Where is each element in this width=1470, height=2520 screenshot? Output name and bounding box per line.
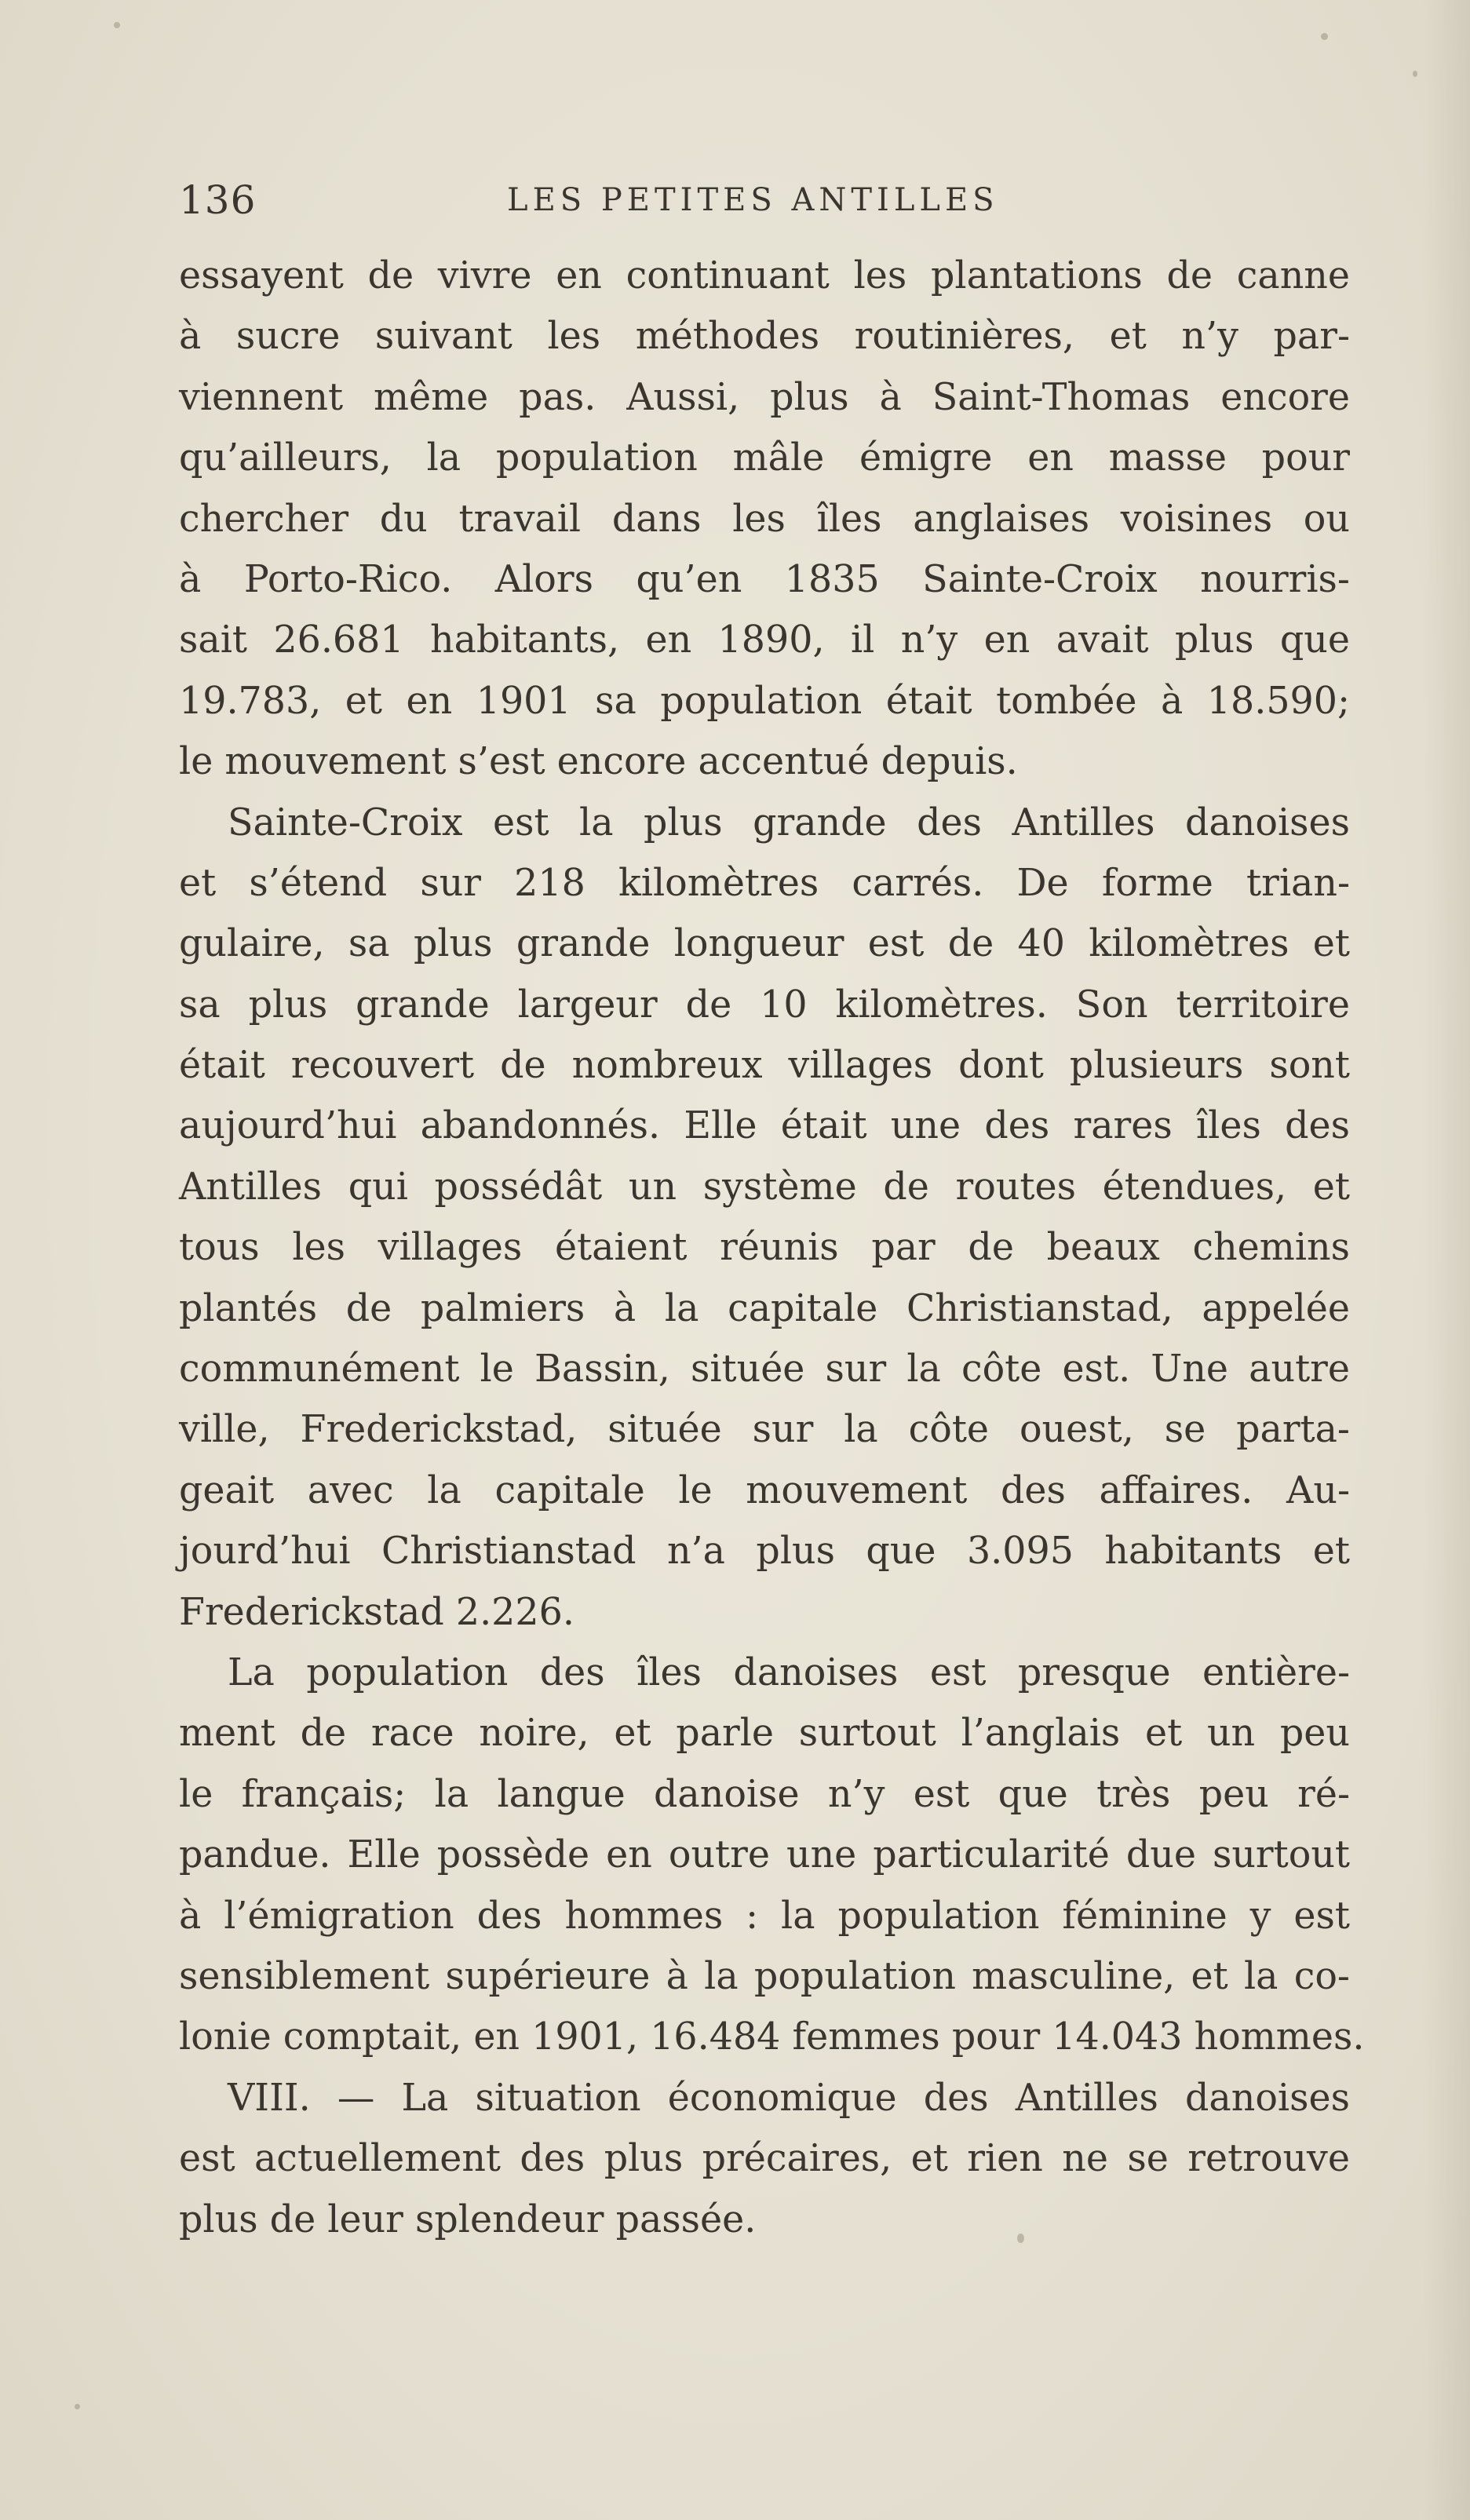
paragraph-start-line: La population des îles danoises est presque entière-	[228, 1650, 1350, 1694]
text-line: à Porto-Rico. Alors qu’en 1835 Sainte-Croix nourris-	[179, 557, 1350, 601]
text-line: lonie comptait, en 1901, 16.484 femmes pour 14.043 hommes.	[179, 2015, 1365, 2059]
paragraph-end-line: le mouvement s’est encore accentué depuis.	[179, 740, 1018, 784]
section-start-line: VIII. — La situation économique des Antilles danoises	[228, 2076, 1350, 2120]
text-line: sait 26.681 habitants, en 1890, il n’y en avait plus que	[179, 618, 1350, 662]
text-line: ville, Frederickstad, située sur la côte ouest, se parta-	[179, 1408, 1350, 1452]
text-line: aujourd’hui abandonnés. Elle était une des rares îles des	[179, 1104, 1350, 1148]
text-line: qu’ailleurs, la population mâle émigre en masse pour	[179, 436, 1350, 480]
running-title: LES PETITES ANTILLES	[507, 182, 999, 218]
paper-speck	[114, 22, 120, 28]
text-line: tous les villages étaient réunis par de beaux chemins	[179, 1226, 1350, 1270]
text-line: sa plus grande largeur de 10 kilomètres. Son territoire	[179, 983, 1350, 1027]
paper-speck	[1017, 2234, 1024, 2243]
text-line: Antilles qui possédât un système de routes étendues, et	[179, 1165, 1350, 1209]
text-line: à sucre suivant les méthodes routinières, et n’y par-	[179, 315, 1350, 359]
text-line: ment de race noire, et parle surtout l’anglais et un peu	[179, 1712, 1350, 1756]
text-line: et s’étend sur 218 kilomètres carrés. De forme trian-	[179, 861, 1350, 905]
text-line: sensiblement supérieure à la population masculine, et la co-	[179, 1954, 1350, 1998]
paper-speck	[75, 2404, 80, 2409]
page-header	[179, 173, 1341, 228]
text-line: plantés de palmiers à la capitale Christianstad, appelée	[179, 1286, 1350, 1330]
body-text	[179, 246, 1365, 2250]
paragraph-end-line: Frederickstad 2.226.	[179, 1590, 575, 1634]
paper-speck	[1413, 71, 1417, 77]
page-number: 136	[179, 177, 257, 223]
text-line: communément le Bassin, située sur la côte est. Une autre	[179, 1348, 1350, 1391]
text-line: viennent même pas. Aussi, plus à Saint-Thomas encore	[179, 375, 1350, 419]
paper-speck	[1321, 33, 1328, 40]
text-line: 19.783, et en 1901 sa population était tombée à 18.590;	[179, 679, 1350, 723]
text-line: chercher du travail dans les îles anglaises voisines ou	[179, 497, 1350, 541]
text-line: essayent de vivre en continuant les plantations de canne	[179, 254, 1350, 297]
paragraph-end-line: plus de leur splendeur passée.	[179, 2197, 757, 2241]
text-line: était recouvert de nombreux villages dont plusieurs sont	[179, 1044, 1350, 1088]
page-edge-shadow	[1423, 0, 1470, 2520]
text-line: pandue. Elle possède en outre une particularité due surtout	[179, 1833, 1350, 1877]
text-line: est actuellement des plus précaires, et rien ne se retrouve	[179, 2137, 1350, 2181]
text-line: jourd’hui Christianstad n’a plus que 3.095 habitants et	[179, 1530, 1350, 1574]
paragraph-start-line: Sainte-Croix est la plus grande des Antilles danoises	[228, 800, 1350, 844]
text-line: à l’émigration des hommes : la population féminine y est	[179, 1894, 1350, 1938]
text-line: le français; la langue danoise n’y est que très peu ré-	[179, 1772, 1350, 1816]
text-line: geait avec la capitale le mouvement des affaires. Au-	[179, 1468, 1350, 1512]
text-line: gulaire, sa plus grande longueur est de 40 kilomètres et	[179, 922, 1350, 966]
